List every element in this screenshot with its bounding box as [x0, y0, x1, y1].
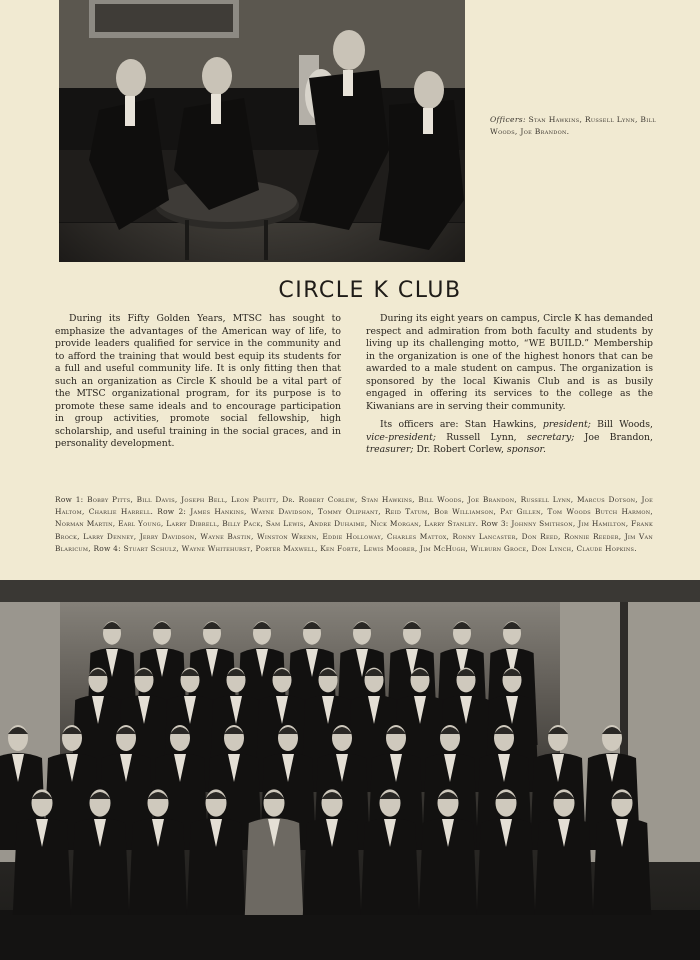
officers-caption — [490, 114, 665, 138]
page-title: CIRCLE K CLUB — [278, 278, 462, 303]
name-brandon: Joe Brandon, — [584, 431, 653, 443]
intro-left-paragraph: During its Fifty Golden Years, MTSC has sought to emphasize the advantages of the American way of life, to provide leaders qualified for service in the community and to afford the training that would best equip its students for a full and useful community life. It is only fitting then that such an organization as Circle K should be a vital part of the MTSC organizational program, for its purpose is to promote these same ideals and to encourage participation in group activities, promote social fellowship, high scholarship, and useful training in the social graces, and in personality development. — [55, 313, 341, 449]
role-treasurer: treasurer; — [366, 444, 414, 455]
group-photo-art — [0, 580, 700, 960]
officers-caption-names: Stan Hawkins, Russell Lynn, Bill Woods, Joe Brandon. — [490, 115, 656, 136]
group-photo-caption — [55, 494, 653, 555]
officers-caption-label: Officers: — [490, 115, 526, 124]
row2-names: James Hankins, Wayne Davidson, Tommy Oliphant, Reid Tatum, Bob Williamson, Pat Gillen, Tom Woods Butch Harmon, Norman Martin, Earl Young, Larry Dibrell, Billy Pack, Sam Lewis, Andre Duhaime, Nick Morgan, Larry Stanley. — [55, 507, 654, 529]
row1-label: Row 1: — [55, 495, 84, 504]
officers-intro-text: Its officers are: Stan Hawkins, — [380, 419, 537, 430]
intro-left-column — [55, 313, 341, 457]
row1-names: Bobby Pitts, Bill Davis, Joseph Bell, Leon Pruitt, Dr. Robert Corlew, Stan Hawkins, Bill Woods, Joe Brandon, Russell Lynn, Marcus Dotson, Joe Haltom, Charlie Harrell. — [55, 495, 653, 517]
name-lynn: Russell Lynn, — [446, 431, 517, 443]
officers-photo-art — [59, 0, 465, 262]
role-sponsor: sponsor. — [506, 444, 546, 455]
row4-names: Stuart Schulz, Wayne Whitehurst, Porter Maxwell, Ken Forte, Lewis Moorer, Jim McHugh, Wilburn Groce, Don Lynch, Claude Hopkins. — [123, 543, 637, 553]
row2-label: Row 2: — [157, 507, 187, 517]
row3-label: Row 3: — [480, 519, 509, 529]
officers-paragraph — [366, 419, 653, 457]
role-secretary: secretary; — [526, 431, 575, 443]
intro-right-paragraph: During its eight years on campus, Circle K has demanded respect and admiration from both faculty and students by living up its challenging motto, “WE BUILD.” Membership in the organization is one of the highest honors that can be awarded to a male student on campus. The organization is sponsored by the local Kiwanis Club and is as busily engaged in offering its services to the college as the Kiwanians are in serving their community. — [366, 313, 653, 412]
name-corlew: Dr. Robert Corlew, — [416, 444, 504, 455]
intro-right-column — [366, 313, 653, 463]
name-woods: Bill Woods, — [597, 419, 653, 430]
row4-label: Row 4: — [93, 543, 121, 553]
officers-photo — [59, 0, 465, 262]
group-photo — [0, 580, 700, 960]
role-president: president; — [542, 419, 591, 430]
role-vice-president: vice-president; — [366, 431, 437, 443]
row3-names: Johnny Smithson, Jim Hamilton, Frank Brock, Larry Denney, Jerry Davidson, Wayne Bastin, Winston Wrenn, Eddie Holloway, Charles Mattox, Ronny Lancaster, Don Reed, Ronnie Reeder, Jim Van Blaricum, — [55, 519, 653, 553]
